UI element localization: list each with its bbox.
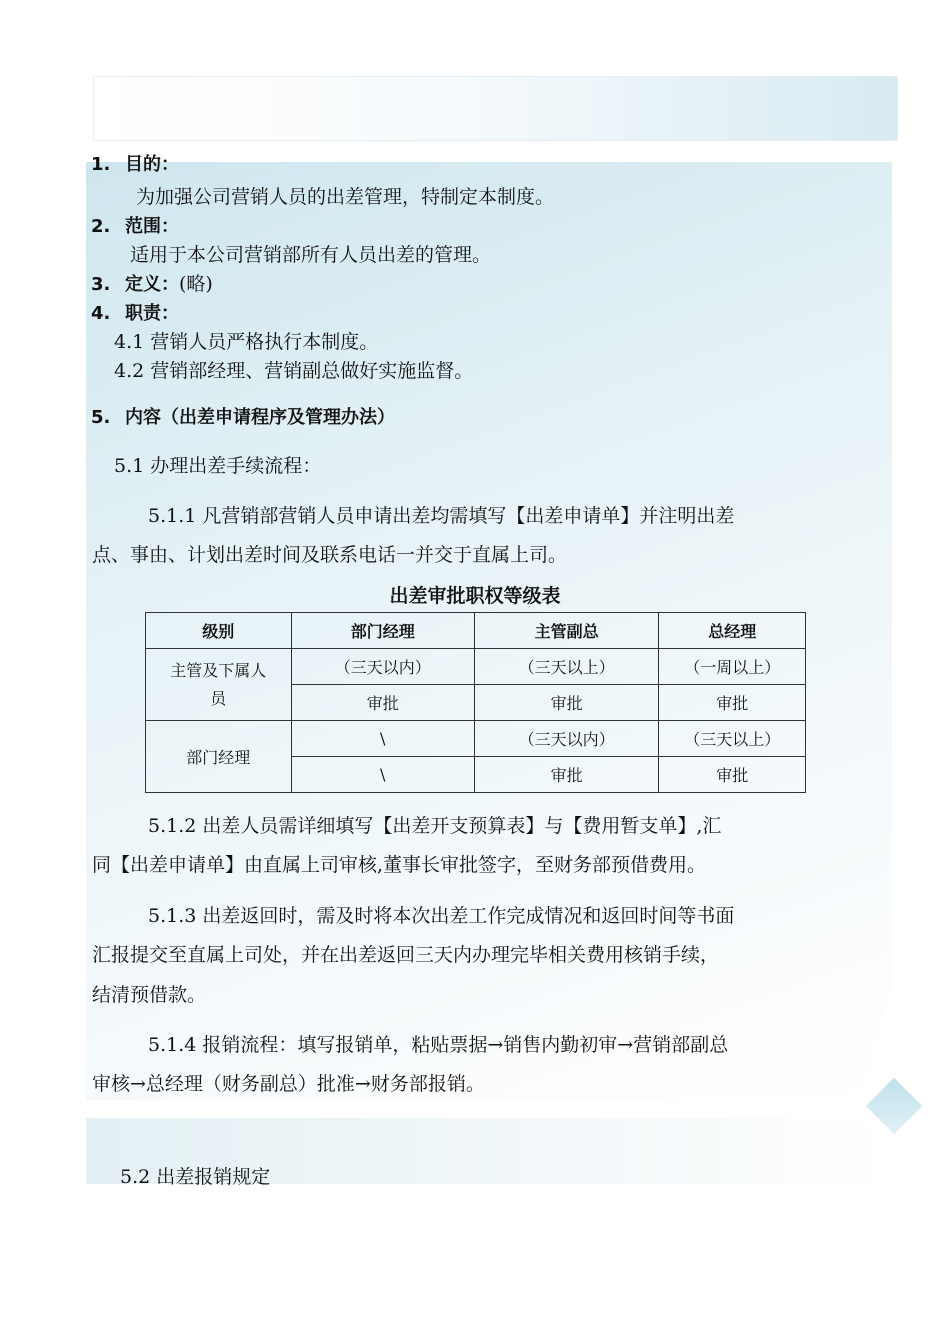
table-cell: 审批 [659, 757, 806, 793]
approval-authority-table [145, 612, 806, 793]
paragraph-5-1-4-line-1: 5.1.4 报销流程：填写报销单，粘贴票据→销售内勤初审→营销部副总 [148, 1034, 729, 1056]
table-cell: \ [291, 757, 474, 793]
subsection-5-1: 5.1 办理出差手续流程： [114, 455, 322, 477]
table-cell: （一周以上） [659, 649, 806, 685]
header-banner [93, 76, 898, 141]
section-3-heading [91, 271, 213, 298]
section-number: 2. [91, 216, 111, 237]
table-cell: \ [291, 721, 474, 757]
header-general-manager: 总经理 [659, 613, 806, 649]
section-title: 定义： [125, 274, 179, 295]
header-vice-president: 主管副总 [474, 613, 658, 649]
header-level: 级别 [146, 613, 292, 649]
paragraph-5-1-1-line-1: 5.1.1 凡营销部营销人员申请出差均需填写【出差申请单】并注明出差 [148, 505, 735, 527]
section-number: 4. [91, 303, 111, 324]
table-cell: 审批 [474, 685, 658, 721]
paragraph-5-1-4-line-2: 审核→总经理（财务副总）批准→财务部报销。 [92, 1073, 485, 1095]
paragraph-5-1-2-line-2: 同【出差申请单】由直属上司审核,董事长审批签字，至财务部预借费用。 [92, 854, 707, 876]
group-label-staff [146, 649, 292, 721]
group-label-line: 员 [210, 688, 227, 708]
diamond-decoration [866, 1078, 923, 1135]
section-title: 职责： [125, 303, 179, 324]
group-label-dept-manager: 部门经理 [146, 721, 292, 793]
section-title: 内容（出差申请程序及管理办法） [125, 407, 395, 428]
paragraph-5-1-3-line-3: 结清预借款。 [92, 984, 207, 1006]
table-cell: 审批 [291, 685, 474, 721]
paragraph-5-1-1-line-2: 点、事由、计划出差时间及联系电话一并交于直属上司。 [92, 544, 568, 566]
paragraph-5-1-2-line-1: 5.1.2 出差人员需详细填写【出差开支预算表】与【费用暂支单】,汇 [148, 815, 722, 837]
section-4-item-2: 4.2 营销部经理、营销副总做好实施监督。 [114, 360, 474, 382]
section-4-heading [91, 300, 179, 327]
section-title: 目的： [125, 154, 179, 175]
section-1-heading [91, 151, 179, 178]
section-4-item-1: 4.1 营销人员严格执行本制度。 [114, 331, 379, 353]
section-title: 范围： [125, 216, 179, 237]
table-cell: 审批 [474, 757, 658, 793]
table-cell: （三天以上） [474, 649, 658, 685]
section-number: 1. [91, 154, 111, 175]
section-1-body: 为加强公司营销人员的出差管理，特制定本制度。 [136, 186, 555, 208]
table-cell: 审批 [659, 685, 806, 721]
section-2-body: 适用于本公司营销部所有人员出差的管理。 [130, 244, 492, 266]
table-cell: （三天以内） [474, 721, 658, 757]
table-header-row [146, 613, 806, 649]
table-title: 出差审批职权等级表 [389, 585, 561, 607]
table-cell: （三天以上） [659, 721, 806, 757]
section-2-heading [91, 213, 179, 240]
section-number: 5. [91, 407, 111, 428]
paragraph-5-1-3-line-2: 汇报提交至直属上司处，并在出差返回三天内办理完毕相关费用核销手续， [92, 944, 720, 966]
table-row [146, 721, 806, 757]
section-number: 3. [91, 274, 111, 295]
section-3-body: (略) [179, 273, 213, 295]
header-dept-manager: 部门经理 [291, 613, 474, 649]
paragraph-5-1-3-line-1: 5.1.3 出差返回时，需及时将本次出差工作完成情况和返回时间等书面 [148, 905, 735, 927]
table-row [146, 649, 806, 685]
section-5-heading [91, 404, 395, 431]
group-label-line: 主管及下属人 [170, 660, 267, 680]
subsection-5-2: 5.2 出差报销规定 [120, 1166, 271, 1188]
table-cell: （三天以内） [291, 649, 474, 685]
